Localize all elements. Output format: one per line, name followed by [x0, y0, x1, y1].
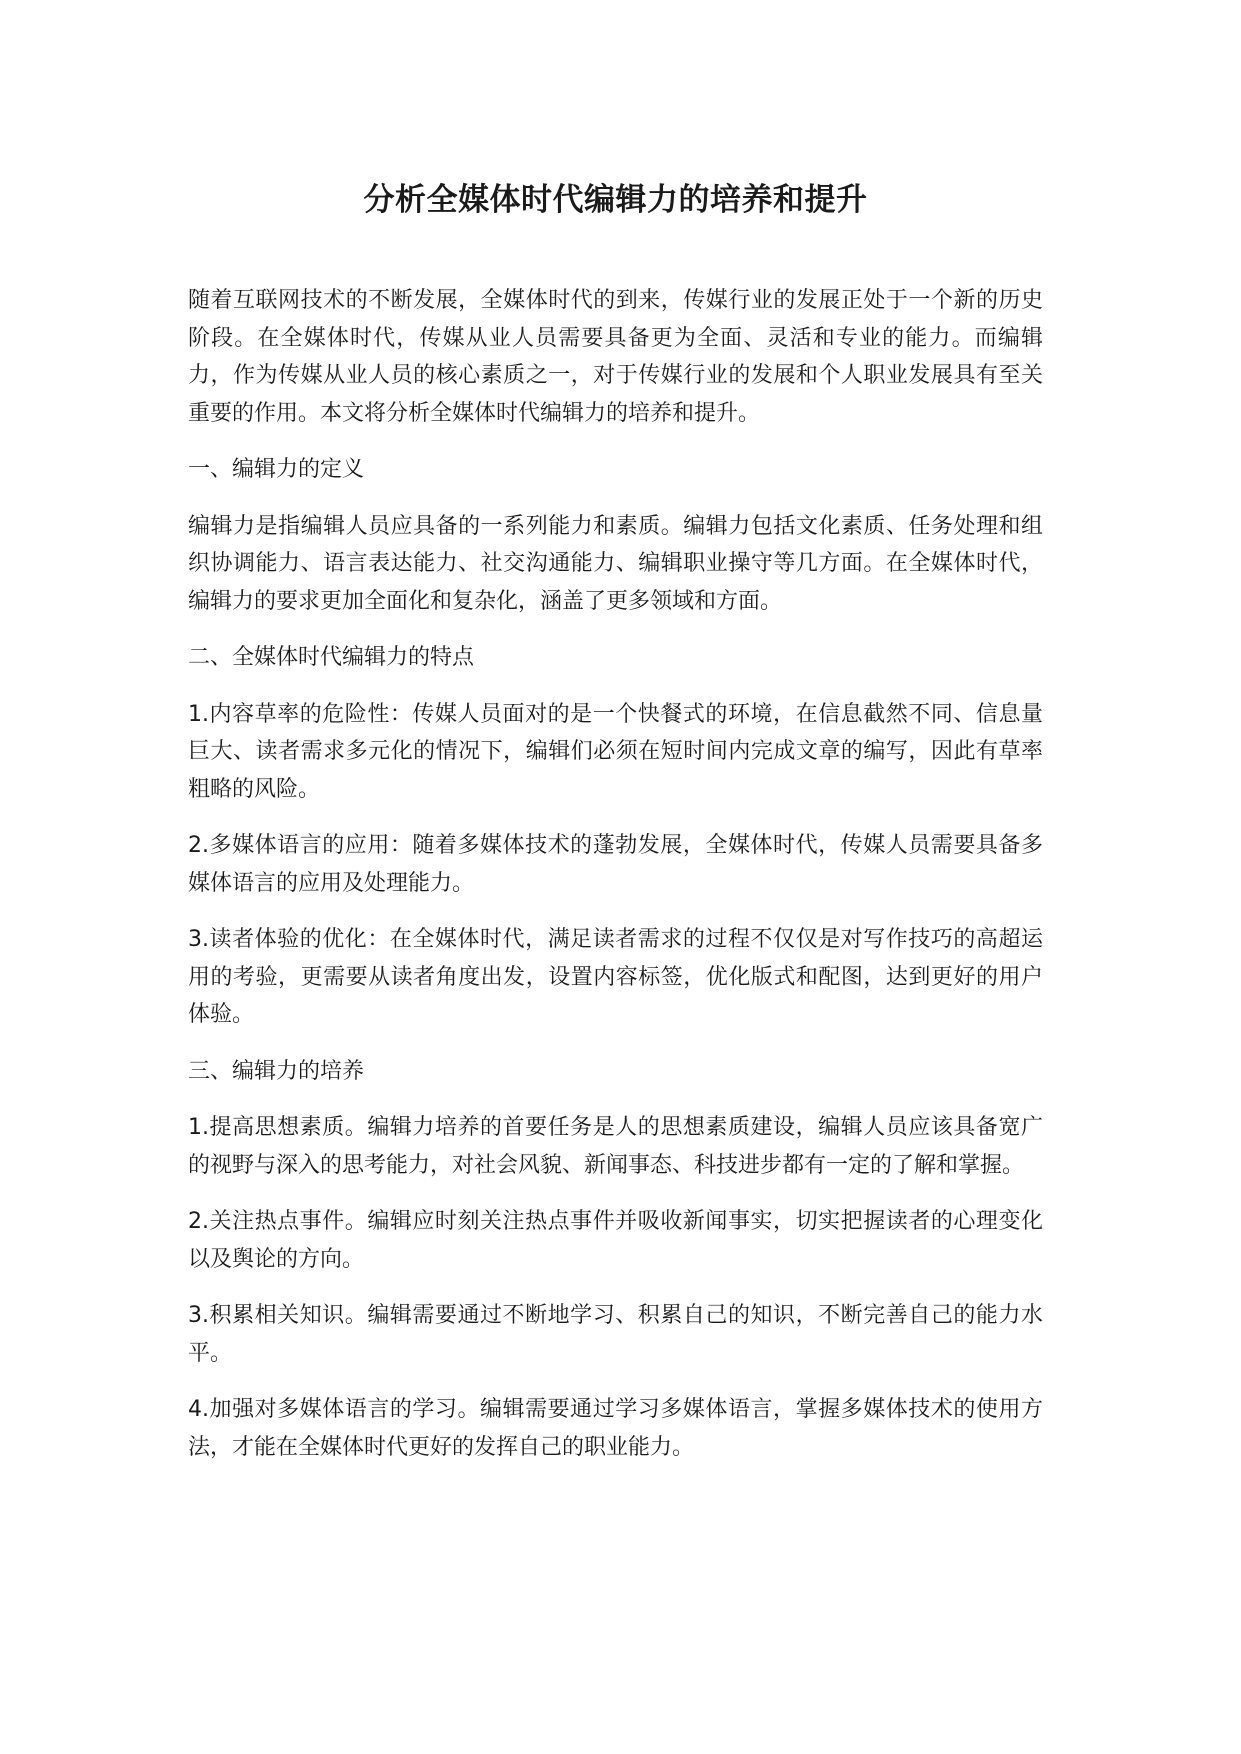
- document-body: [188, 282, 1043, 1485]
- cultivation-paragraph: 4.加强对多媒体语言的学习。编辑需要通过学习多媒体语言，掌握多媒体技术的使用方法，才能在全媒体时代更好的发挥自己的职业能力。: [188, 1397, 1043, 1460]
- features-paragraph: 1.内容草率的危险性：传媒人员面对的是一个快餐式的环境，在信息截然不同、信息量巨大、读者需求多元化的情况下，编辑们必须在短时间内完成文章的编写，因此有草率粗略的风险。: [188, 701, 1043, 802]
- section-heading-features: 二、全媒体时代编辑力的特点: [188, 645, 475, 670]
- features-paragraph: 2.多媒体语言的应用：随着多媒体技术的蓬勃发展，全媒体时代，传媒人员需要具备多媒体语言的应用及处理能力。: [188, 833, 1043, 896]
- definition-paragraph: 编辑力是指编辑人员应具备的一系列能力和素质。编辑力包括文化素质、任务处理和组织协调能力、语言表达能力、社交沟通能力、编辑职业操守等几方面。在全媒体时代，编辑力的要求更加全面化和复杂化，涵盖了更多领域和方面。: [188, 513, 1043, 614]
- cultivation-paragraph: 1.提高思想素质。编辑力培养的首要任务是人的思想素质建设，编辑人员应该具备宽广的视野与深入的思考能力，对社会风貌、新闻事态、科技进步都有一定的了解和掌握。: [188, 1115, 1043, 1178]
- page-title: 分析全媒体时代编辑力的培养和提升: [363, 182, 868, 218]
- section-heading-definition: 一、编辑力的定义: [188, 457, 365, 482]
- section-heading-cultivation: 三、编辑力的培养: [188, 1058, 365, 1084]
- intro-paragraph: 随着互联网技术的不断发展，全媒体时代的到来，传媒行业的发展正处于一个新的历史阶段。在全媒体时代，传媒从业人员需要具备更为全面、灵活和专业的能力。而编辑力，作为传媒从业人员的核心素质之一，对于传媒行业的发展和个人职业发展具有至关重要的作用。本文将分析全媒体时代编辑力的培养和提升。: [188, 288, 1043, 426]
- features-paragraph: 3.读者体验的优化：在全媒体时代，满足读者需求的过程不仅仅是对写作技巧的高超运用的考验，更需要从读者角度出发，设置内容标签，优化版式和配图，达到更好的用户体验。: [188, 927, 1043, 1027]
- cultivation-paragraph: 3.积累相关知识。编辑需要通过不断地学习、积累自己的知识，不断完善自己的能力水平。: [188, 1303, 1043, 1366]
- cultivation-paragraph: 2.关注热点事件。编辑应时刻关注热点事件并吸收新闻事实，切实把握读者的心理变化以及舆论的方向。: [188, 1209, 1043, 1272]
